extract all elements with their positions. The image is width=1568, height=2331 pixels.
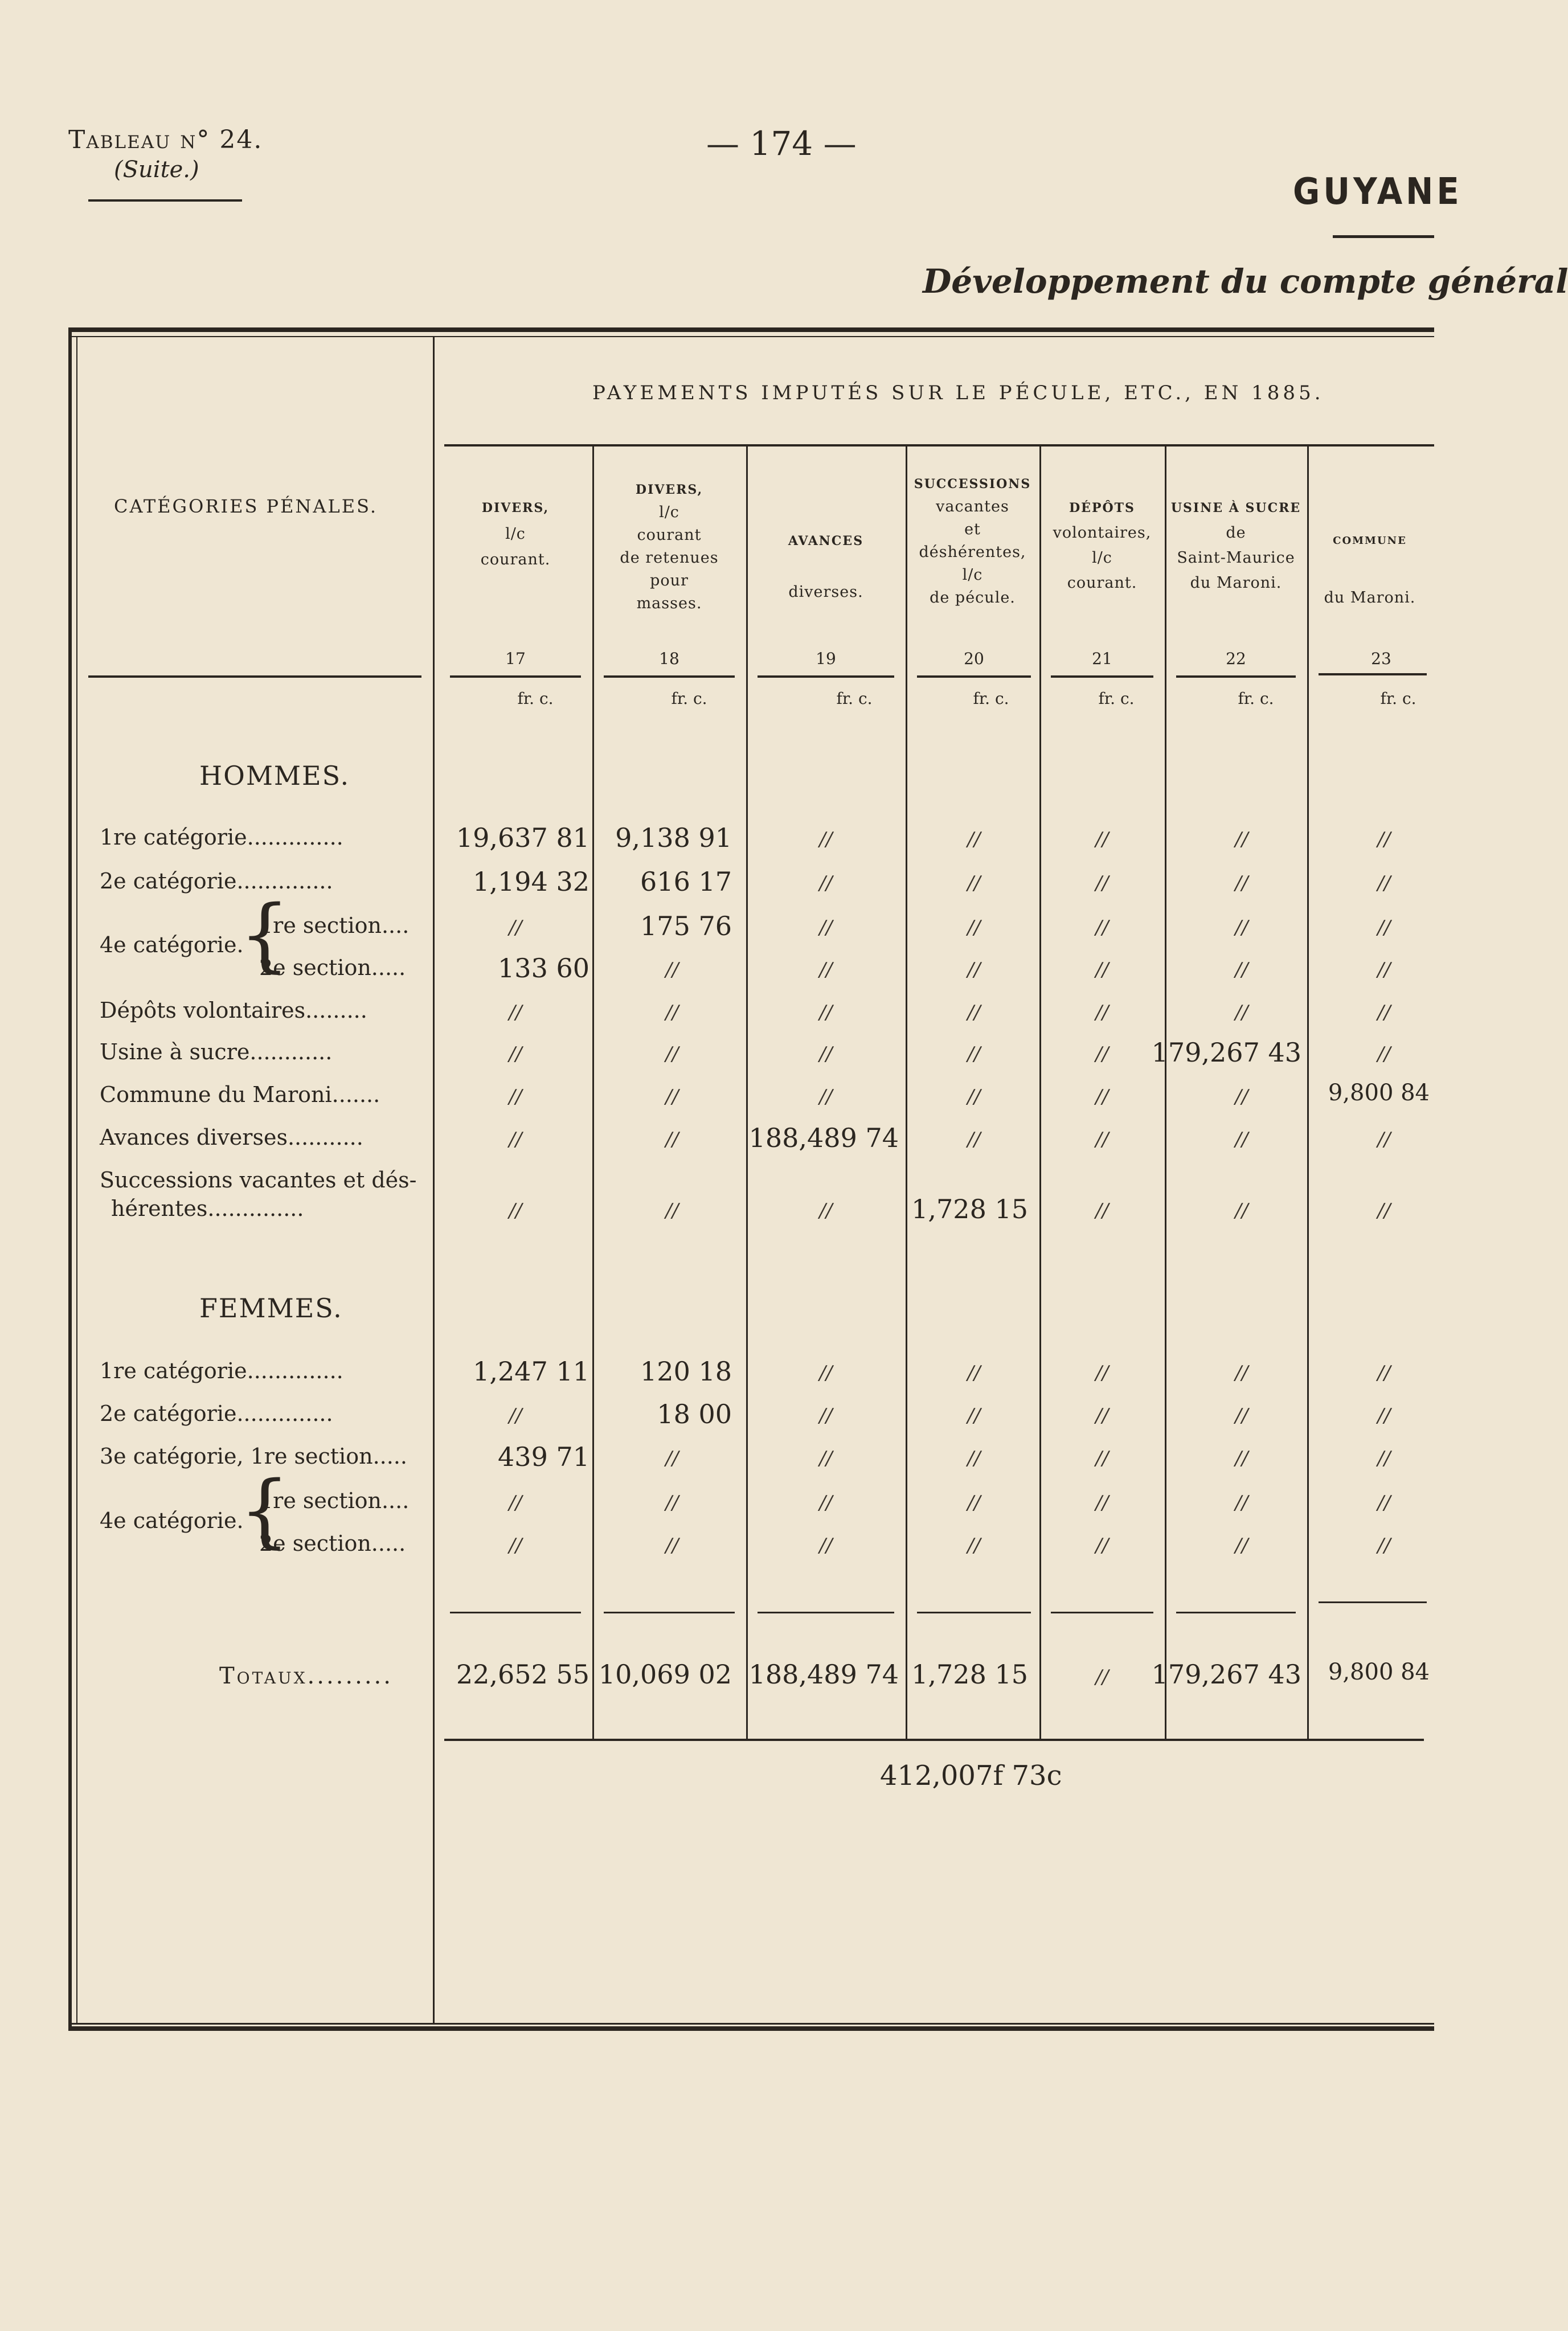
empty-cell: // [1095, 1199, 1109, 1222]
empty-cell: // [819, 1404, 833, 1427]
category-column-divider [433, 337, 435, 2023]
table-top-border-thin [68, 336, 1434, 337]
empty-cell: // [1377, 828, 1391, 851]
empty-cell: // [967, 1447, 981, 1470]
header-separator-21 [1051, 675, 1153, 678]
col-divider-1 [592, 446, 594, 1739]
empty-cell: // [967, 1362, 981, 1384]
empty-cell: // [1235, 916, 1248, 939]
unit-label: fr. c. [1380, 689, 1416, 708]
table-left-border-inner [76, 337, 77, 2023]
header-separator-18 [604, 675, 735, 678]
empty-cell: // [1095, 1128, 1109, 1151]
row-label: 3e catégorie, 1re section..... [100, 1444, 407, 1469]
empty-cell: // [967, 958, 981, 981]
empty-cell: // [1235, 872, 1248, 895]
header-separator-22 [1176, 675, 1296, 678]
brace: { [239, 888, 290, 981]
unit-label: fr. c. [973, 689, 1009, 708]
empty-cell: // [1095, 872, 1109, 895]
empty-cell: // [1235, 828, 1248, 851]
section-men: HOMMES. [199, 760, 350, 791]
row-label: 1re catégorie.............. [100, 1358, 343, 1383]
col-header-18: DIVERS, l/c courant de retenues pour masses. [620, 482, 719, 612]
col-divider-5 [1165, 446, 1166, 1739]
grand-total-rule [444, 1739, 1424, 1741]
totals-label: Totaux......... [219, 1663, 393, 1689]
totals-rule-22 [1176, 1612, 1296, 1613]
totals-rule-17 [450, 1612, 581, 1613]
empty-cell: // [1377, 1492, 1391, 1514]
empty-cell: // [509, 1001, 522, 1024]
unit-label: fr. c. [671, 689, 707, 708]
empty-cell: // [1235, 1199, 1248, 1222]
value-cell: 175 76 [640, 911, 732, 941]
page-subtitle: Développement du compte général [923, 262, 1568, 301]
empty-cell: // [967, 1404, 981, 1427]
empty-cell: // [1095, 1534, 1109, 1557]
grand-total: 412,007f 73c [880, 1760, 1062, 1792]
empty-cell: // [665, 1199, 679, 1222]
empty-cell: // [1095, 1447, 1109, 1470]
col-number-23: 23 [1371, 649, 1391, 668]
table-left-border [68, 327, 72, 2030]
col-number-17: 17 [505, 649, 526, 668]
empty-cell: // [1377, 1001, 1391, 1024]
value-cell: 439 71 [498, 1441, 589, 1472]
empty-cell: // [509, 1043, 522, 1066]
row-header: CATÉGORIES PÉNALES. [114, 495, 378, 517]
unit-label: fr. c. [836, 689, 873, 708]
empty-cell: // [819, 1001, 833, 1024]
row-label: 1re catégorie.............. [100, 825, 343, 850]
empty-cell: // [1095, 1001, 1109, 1024]
value-cell: 9,800 84 [1328, 1080, 1430, 1106]
col-number-19: 19 [816, 649, 836, 668]
col-number-20: 20 [964, 649, 984, 668]
empty-cell: // [509, 1404, 522, 1427]
col-number-22: 22 [1226, 649, 1246, 668]
row-label: Dépôts volontaires......... [100, 998, 367, 1023]
header-separator-cat [88, 675, 421, 678]
empty-cell: // [665, 1001, 679, 1024]
totals-rule-21 [1051, 1612, 1153, 1613]
value-cell: 1,194 32 [473, 866, 589, 897]
empty-cell: // [967, 1001, 981, 1024]
totals-rule-20 [917, 1612, 1031, 1613]
row-label: Avances diverses........... [100, 1125, 363, 1150]
empty-cell: // [1377, 1404, 1391, 1427]
col-number-21: 21 [1092, 649, 1112, 668]
row-label: 2e catégorie.............. [100, 869, 333, 894]
unit-label: fr. c. [1098, 689, 1135, 708]
empty-cell: // [1095, 1492, 1109, 1514]
empty-cell: // [509, 916, 522, 939]
empty-cell: // [819, 872, 833, 895]
table-suite: (Suite.) [114, 157, 199, 183]
empty-cell: // [1377, 958, 1391, 981]
empty-cell: // [967, 828, 981, 851]
empty-cell: // [967, 1085, 981, 1108]
empty-cell: // [665, 958, 679, 981]
header-separator-17 [450, 675, 581, 678]
header-separator-20 [917, 675, 1031, 678]
empty-cell: // [819, 958, 833, 981]
empty-cell: // [819, 916, 833, 939]
empty-cell: // [1235, 1534, 1248, 1557]
empty-cell: // [967, 872, 981, 895]
empty-cell: // [1235, 1001, 1248, 1024]
empty-cell: // [819, 1199, 833, 1222]
header-separator-23 [1319, 673, 1427, 675]
total-cell: 9,800 84 [1328, 1659, 1430, 1685]
empty-cell: // [1377, 916, 1391, 939]
region-rule [1333, 235, 1434, 238]
total-cell: 10,069 02 [598, 1659, 732, 1690]
empty-cell: // [819, 1492, 833, 1514]
empty-cell: // [1235, 1447, 1248, 1470]
empty-total-cell: // [1095, 1666, 1109, 1689]
brace: { [239, 1464, 290, 1557]
row-label: 2e section..... [259, 1531, 406, 1556]
value-cell: 19,637 81 [456, 822, 589, 853]
empty-cell: // [819, 1447, 833, 1470]
totals-rule-18 [604, 1612, 735, 1613]
empty-cell: // [1235, 1492, 1248, 1514]
col-header-19: AVANCES diverses. [788, 534, 864, 601]
value-cell: 120 18 [640, 1356, 732, 1387]
empty-cell: // [1095, 1043, 1109, 1066]
row-label-line1: Successions vacantes et dés- [100, 1167, 417, 1193]
empty-cell: // [509, 1085, 522, 1108]
empty-cell: // [819, 1043, 833, 1066]
empty-cell: // [665, 1043, 679, 1066]
empty-cell: // [1235, 1404, 1248, 1427]
table-bottom-border [68, 2023, 1434, 2025]
empty-cell: // [665, 1492, 679, 1514]
empty-cell: // [819, 828, 833, 851]
payments-title: PAYEMENTS IMPUTÉS SUR LE PÉCULE, ETC., EN 1885. [592, 382, 1324, 404]
col-divider-4 [1039, 446, 1041, 1739]
value-cell: 616 17 [640, 866, 732, 897]
row-label: hérentes.............. [111, 1196, 304, 1221]
col-divider-2 [746, 446, 748, 1739]
table-number: Tableau n° 24. [68, 125, 263, 154]
row-label: Usine à sucre............ [100, 1039, 333, 1064]
empty-cell: // [1377, 1043, 1391, 1066]
row-label: 1re section.... [259, 913, 410, 938]
empty-cell: // [967, 1492, 981, 1514]
empty-cell: // [1095, 916, 1109, 939]
section-women: FEMMES. [199, 1293, 343, 1324]
table-bottom-border-thick [68, 2026, 1434, 2031]
col-number-18: 18 [659, 649, 679, 668]
empty-cell: // [665, 1085, 679, 1108]
empty-cell: // [1377, 872, 1391, 895]
region-title: GUYANE [1293, 171, 1463, 213]
value-cell: 9,138 91 [615, 822, 732, 853]
row-label: Commune du Maroni....... [100, 1082, 380, 1107]
col-header-22: USINE À SUCRE de Saint-Maurice du Maroni. [1170, 501, 1301, 592]
empty-cell: // [665, 1447, 679, 1470]
empty-cell: // [1377, 1362, 1391, 1384]
empty-cell: // [1235, 1362, 1248, 1384]
group-label: 4e catégorie. [100, 1508, 244, 1533]
empty-cell: // [1377, 1447, 1391, 1470]
value-cell: 18 00 [657, 1399, 732, 1429]
group-label: 4e catégorie. [100, 932, 244, 957]
unit-label: fr. c. [1238, 689, 1274, 708]
col-header-21: DÉPÔTS volontaires, l/c courant. [1053, 501, 1152, 592]
empty-cell: // [509, 1534, 522, 1557]
empty-cell: // [509, 1492, 522, 1514]
header-separator-19 [758, 675, 894, 678]
empty-cell: // [967, 1128, 981, 1151]
value-cell: 179,267 43 [1151, 1037, 1301, 1068]
total-cell: 1,728 15 [911, 1659, 1028, 1690]
total-cell: 22,652 55 [456, 1659, 589, 1690]
empty-cell: // [1095, 828, 1109, 851]
empty-cell: // [1095, 958, 1109, 981]
empty-cell: // [509, 1199, 522, 1222]
empty-cell: // [1235, 1085, 1248, 1108]
empty-cell: // [509, 1128, 522, 1151]
total-cell: 179,267 43 [1151, 1659, 1301, 1690]
totals-rule-23 [1319, 1601, 1427, 1603]
row-label: 1re section.... [259, 1488, 410, 1513]
empty-cell: // [819, 1534, 833, 1557]
total-cell: 188,489 74 [748, 1659, 899, 1690]
col-divider-3 [906, 446, 907, 1739]
totals-rule-19 [758, 1612, 894, 1613]
empty-cell: // [1377, 1534, 1391, 1557]
page-number: — 174 — [706, 124, 857, 163]
value-cell: 133 60 [498, 953, 589, 984]
empty-cell: // [1095, 1085, 1109, 1108]
row-label: 2e section..... [259, 955, 406, 980]
empty-cell: // [1095, 1362, 1109, 1384]
header-rule [88, 199, 242, 202]
empty-cell: // [1095, 1404, 1109, 1427]
empty-cell: // [967, 1043, 981, 1066]
col-header-20: SUCCESSIONS vacantes et déshérentes, l/c de pécule. [914, 477, 1031, 607]
unit-label: fr. c. [517, 689, 554, 708]
row-label: 2e catégorie.............. [100, 1401, 333, 1426]
empty-cell: // [665, 1534, 679, 1557]
value-cell: 1,247 11 [473, 1356, 589, 1387]
empty-cell: // [1377, 1128, 1391, 1151]
empty-cell: // [1235, 958, 1248, 981]
col-header-17: DIVERS, l/c courant. [480, 501, 551, 568]
empty-cell: // [665, 1128, 679, 1151]
value-cell: 1,728 15 [911, 1194, 1028, 1224]
empty-cell: // [819, 1085, 833, 1108]
value-cell: 188,489 74 [748, 1123, 899, 1153]
table-top-border [68, 327, 1434, 332]
empty-cell: // [967, 1534, 981, 1557]
empty-cell: // [1235, 1128, 1248, 1151]
empty-cell: // [967, 916, 981, 939]
empty-cell: // [819, 1362, 833, 1384]
empty-cell: // [1377, 1199, 1391, 1222]
col-header-23: COMMUNE du Maroni. [1324, 535, 1416, 607]
